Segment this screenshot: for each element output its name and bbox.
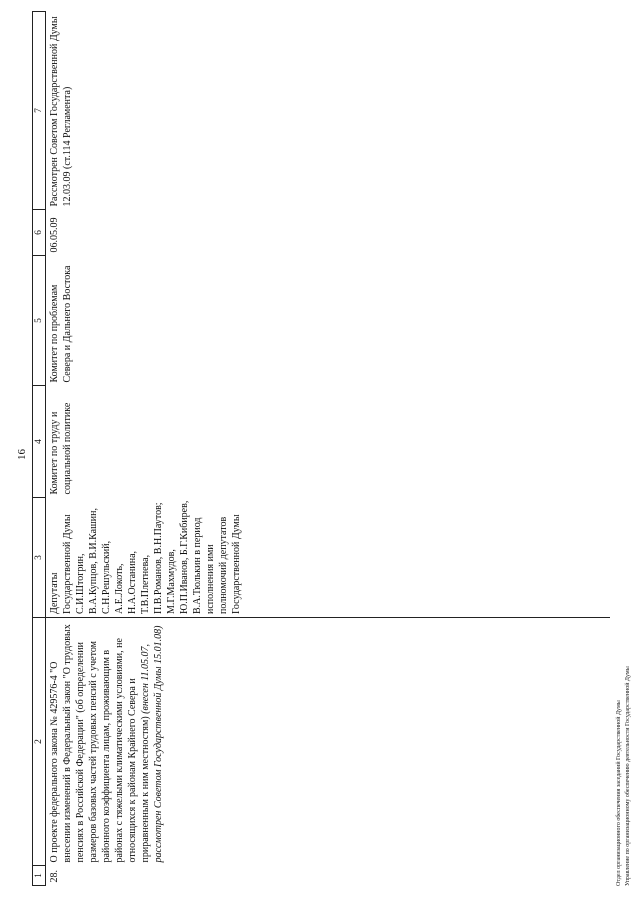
table-header-row: [33, 12, 46, 886]
footer-line-2: Управление по организационному обеспечению деятельности Государственной Думы: [625, 666, 631, 886]
footer-line-1: Отдел организационного обеспечения заседаний Государственной Думы: [616, 700, 622, 886]
row-number: 28.: [46, 866, 611, 886]
table-row: [46, 12, 611, 886]
date-cell: 06.05.09: [46, 210, 611, 256]
header-col-3: 3: [33, 498, 46, 618]
bills-table: [32, 11, 610, 886]
bill-note: (внесен 11.05.07, рассмотрен Советом Государственной Думы 15.01.08): [140, 625, 165, 863]
bill-description-cell: [46, 618, 611, 866]
header-col-2: 2: [33, 618, 46, 866]
co-committee-cell: Комитет по проблемам Севера и Дальнего Востока: [46, 256, 611, 386]
header-col-6: 6: [33, 210, 46, 256]
page-number: 16: [16, 449, 28, 460]
status-cell: Рассмотрен Советом Государственной Думы 12.03.09 (ст.114 Регламента): [46, 12, 611, 210]
authors-cell: Депутаты Государственной Думы С.И.Штогрин, В.А.Купцов, В.И.Кашин, С.Н.Решульский, А.Е.Локоть, Н.А.Останина, Т.В.Плетнева, П.В.Романов, В.Н.Паутов; М.Г.Махмудов, Ю.П.Иванов, Б.Г.Кибирев, В.А.Тюлькин в период исполнения ими полномочий депутатов Государственной Думы: [46, 498, 611, 618]
committee-cell: Комитет по труду и социальной политике: [46, 386, 611, 498]
header-col-4: 4: [33, 386, 46, 498]
header-col-5: 5: [33, 256, 46, 386]
bill-description: О проекте федерального закона № 429576-4 "О внесении изменений в Федеральный закон "О трудовых пенсиях в Российской Федерации" (об определении размеров базовых частей трудовых пенсий с учетом районного коэффициента лицам, проживающим в районах с тяжелыми климатическими условиями, не относящихся к районам Крайнего Севера и приравненным к ним местностям): [49, 624, 152, 863]
header-col-1: 1: [33, 866, 46, 886]
header-col-7: 7: [33, 12, 46, 210]
